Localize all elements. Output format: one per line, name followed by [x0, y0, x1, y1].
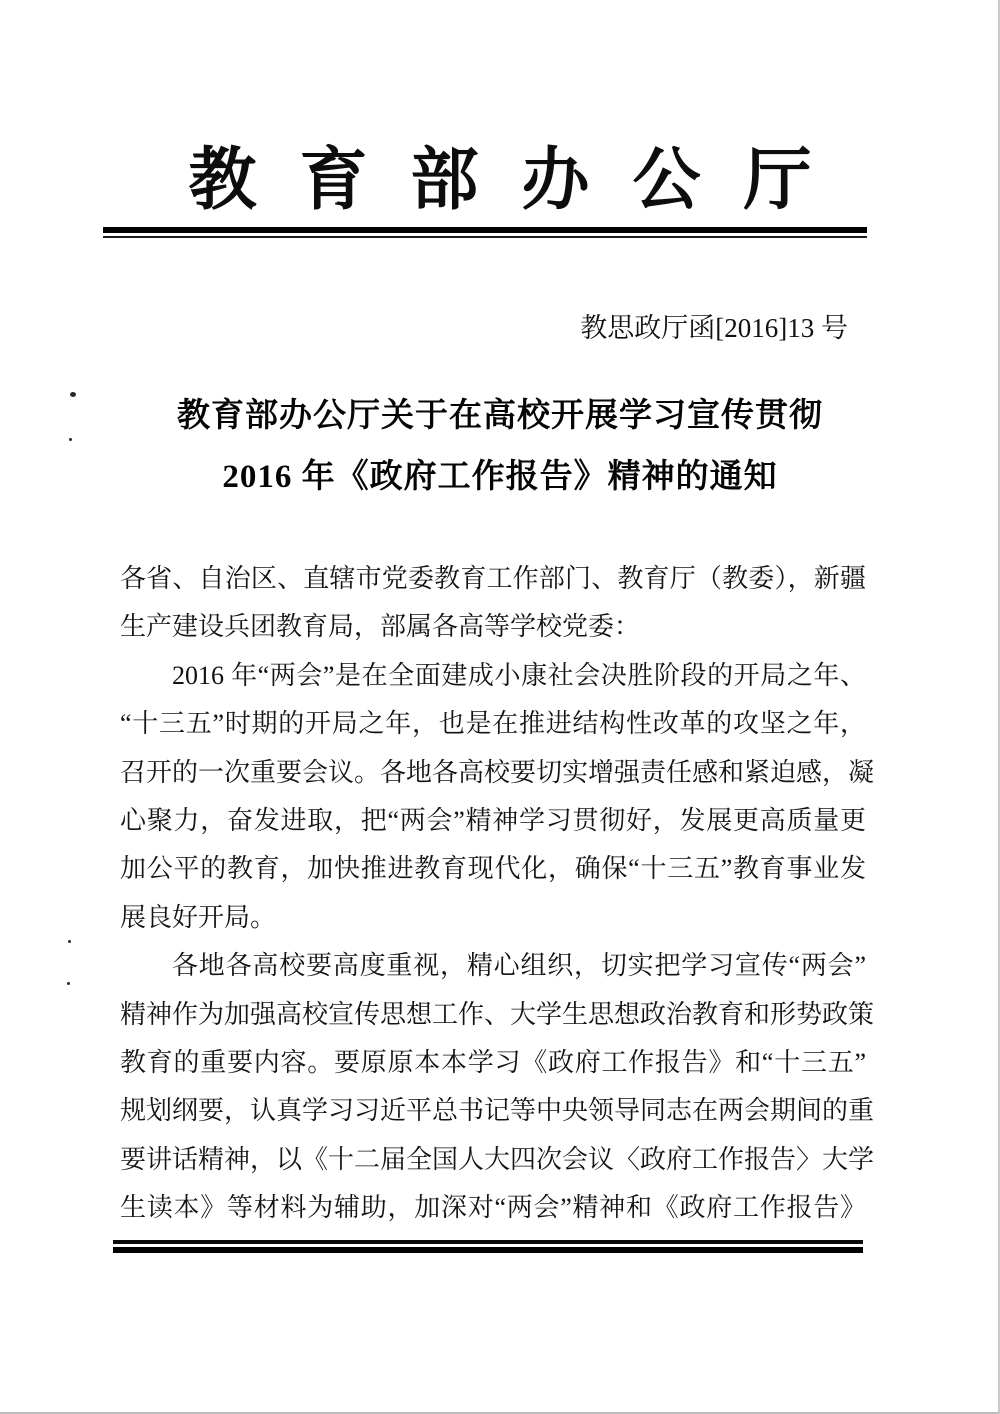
letterhead-title: 教育部办公厅 [188, 142, 855, 218]
ink-speck [69, 438, 72, 441]
document-title-line2: 2016 年《政府工作报告》精神的通知 [222, 459, 778, 495]
paragraph1-line: “十三五”时期的开局之年，也是在推进结构性改革的攻坚之年， [120, 709, 866, 739]
ink-speck [70, 392, 76, 397]
paragraph2-line: 教育的重要内容。要原原本本学习《政府工作报告》和“十三五” [120, 1047, 866, 1077]
letterhead-double-rule [103, 227, 867, 238]
document-title-line1: 教育部办公厅关于在高校开展学习宣传贯彻 [177, 398, 823, 434]
paragraph2-line: 精神作为加强高校宣传思想工作、大学生思想政治教育和形势政策 [120, 999, 875, 1029]
ink-speck [68, 940, 71, 943]
footer-double-rule [113, 1240, 863, 1253]
paragraph2-line: 生读本》等材料为辅助，加深对“两会”精神和《政府工作报告》 [120, 1193, 866, 1223]
salutation-line: 生产建设兵团教育局，部属各高等学校党委： [120, 612, 641, 642]
paragraph1-line: 2016 年“两会”是在全面建成小康社会决胜阶段的开局之年、 [172, 660, 866, 690]
paragraph1-line: 展良好开局。 [120, 902, 277, 932]
ink-speck [67, 982, 70, 985]
paragraph2-line: 各地各高校要高度重视，精心组织，切实把学习宣传“两会” [172, 951, 866, 981]
document-number: 教思政厅函[2016]13 号 [580, 313, 848, 343]
paragraph1-line: 心聚力，奋发进取，把“两会”精神学习贯彻好，发展更高质量更 [120, 805, 866, 835]
paragraph2-line: 规划纲要，认真学习习近平总书记等中央领导同志在两会期间的重 [120, 1096, 875, 1126]
document-title [100, 386, 900, 508]
paragraph2-line: 要讲话精神，以《十二届全国人大四次会议〈政府工作报告〉大学 [120, 1144, 875, 1174]
paragraph1-line: 召开的一次重要会议。各地各高校要切实增强责任感和紧迫感，凝 [120, 757, 875, 787]
salutation-line: 各省、自治区、直辖市党委教育工作部门、教育厅（教委），新疆 [120, 564, 866, 593]
document-body [120, 555, 875, 1232]
paragraph1-line: 加公平的教育，加快推进教育现代化，确保“十三五”教育事业发 [120, 854, 866, 884]
